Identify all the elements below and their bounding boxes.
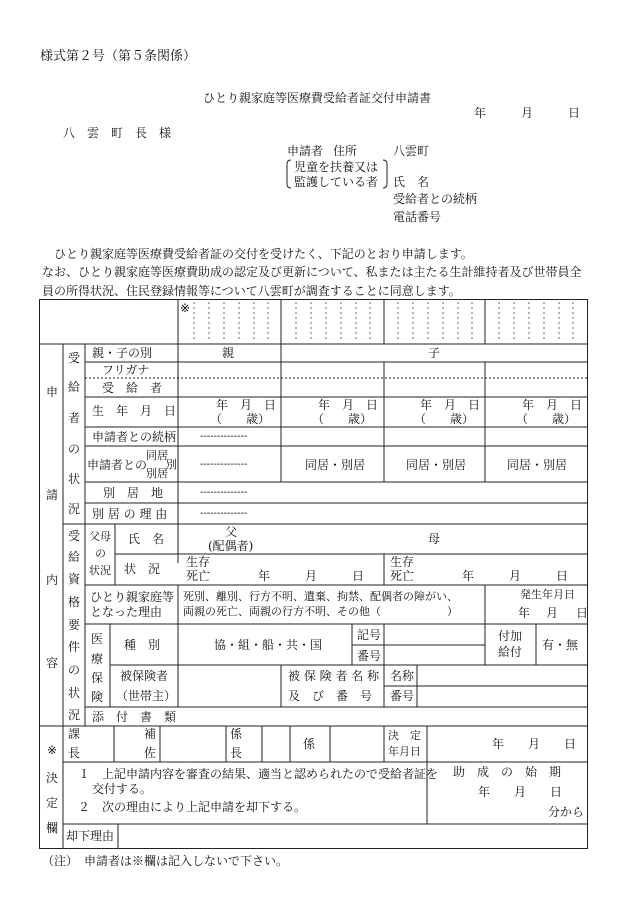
hassei-label: 発生年月日 bbox=[520, 588, 575, 601]
fubo-label-3: 状況 bbox=[89, 564, 111, 577]
father-year: 年 bbox=[258, 569, 271, 583]
father-month: 月 bbox=[305, 569, 318, 583]
hihokensha-label-2: （世帯主） bbox=[116, 689, 177, 703]
doukyo-dash: -------------- bbox=[200, 459, 248, 470]
hassei-month: 月 bbox=[546, 606, 559, 620]
date-day-label: 日 bbox=[568, 106, 581, 120]
birth-age-2: （ 歳） bbox=[312, 412, 373, 426]
birth-ymd-1: 年 月 日 bbox=[216, 398, 277, 412]
umu-options: 有・無 bbox=[542, 638, 579, 652]
doukyo-option-2: 同居・別居 bbox=[406, 458, 467, 472]
birth-ymd-3: 年 月 日 bbox=[420, 398, 481, 412]
fubo-label-1: 父母 bbox=[89, 530, 111, 543]
meisho-label: 名称 bbox=[390, 669, 415, 683]
kettei-date-label-2: 年月日 bbox=[388, 745, 421, 758]
tenpu-label: 添 付 書 類 bbox=[92, 710, 177, 724]
start-ym: 年 月 日 bbox=[478, 785, 563, 799]
kakari-label: 係 bbox=[303, 737, 316, 751]
side-nai: 内 bbox=[45, 573, 58, 587]
form-number: 様式第２号（第５条関係） bbox=[40, 49, 197, 64]
side-jou: 状 bbox=[67, 472, 80, 486]
kacho-2: 長 bbox=[68, 746, 81, 760]
side-no: の bbox=[67, 442, 80, 456]
side-ryou: 療 bbox=[90, 652, 103, 666]
side-kyu: 給 bbox=[67, 380, 80, 394]
mother-alive: 生存 bbox=[390, 555, 415, 569]
side-q-kyou: 況 bbox=[67, 708, 80, 722]
birth-age-4: （ 歳） bbox=[516, 412, 577, 426]
kigo-label: 記号 bbox=[357, 628, 382, 642]
decision-item-1b: 交付する。 bbox=[92, 782, 153, 796]
kacho-1: 課 bbox=[68, 727, 81, 741]
phone-label: 電話番号 bbox=[393, 210, 442, 224]
side-q-no: の bbox=[67, 663, 80, 677]
side-q-ken: 件 bbox=[67, 640, 80, 654]
intro-line-2: なお、ひとり親家庭等医療費助成の認定及び更新について、私または主たる生計維持者及び世帯員全 bbox=[42, 265, 582, 279]
side-tei: 定 bbox=[45, 796, 58, 810]
kakaricho-2: 長 bbox=[230, 746, 243, 760]
shimei-label: 氏 名 bbox=[128, 532, 165, 546]
father-day: 日 bbox=[352, 569, 365, 583]
date-month-label: 月 bbox=[521, 106, 534, 120]
doukyo-bottom: 別居 bbox=[146, 467, 168, 480]
start-label: 助 成 の 始 期 bbox=[453, 765, 562, 779]
mother-day: 日 bbox=[556, 569, 569, 583]
decision-item-1a: １ 上記申請内容を審査の結果、適当と認められたので受給者証を bbox=[78, 767, 439, 781]
relation-row-label: 申請者との続柄 bbox=[92, 430, 177, 444]
footnote: （注） 申請者は※欄は記入しないで下さい。 bbox=[42, 854, 289, 868]
kakaricho-1: 係 bbox=[230, 727, 243, 741]
reason-text-2: 両親の死亡、両親の行方不明、その他（ ） bbox=[183, 605, 458, 618]
date-year-label: 年 bbox=[474, 106, 487, 120]
shubetsu-label: 種 別 bbox=[124, 638, 161, 652]
side-ran: 欄 bbox=[45, 821, 58, 835]
side-q-you: 要 bbox=[67, 618, 80, 632]
address-label: 住所 bbox=[333, 144, 358, 158]
furigana-label: フリガナ bbox=[102, 363, 150, 377]
hosa-2: 佐 bbox=[144, 746, 157, 760]
mother-year: 年 bbox=[462, 569, 475, 583]
side-i: 医 bbox=[90, 632, 103, 646]
name-label: 氏 名 bbox=[393, 175, 430, 189]
doukyo-sep: 別 bbox=[166, 458, 177, 471]
side-q-kaku: 格 bbox=[67, 595, 80, 609]
side-sha: 者 bbox=[67, 411, 80, 425]
fubo-label-2: の bbox=[95, 547, 106, 560]
decision-item-2: ２ 次の理由により上記申請を却下する。 bbox=[78, 800, 307, 814]
reason-label-1: ひとり親家庭等 bbox=[90, 590, 175, 604]
fuka-label-2: 給付 bbox=[498, 645, 523, 659]
hassei-day: 日 bbox=[576, 606, 589, 620]
birth-label: 生 年 月 日 bbox=[92, 404, 177, 418]
start-from: 分から bbox=[548, 805, 585, 819]
birth-ymd-4: 年 月 日 bbox=[522, 398, 583, 412]
bekkyochi-label: 別 居 地 bbox=[103, 486, 164, 500]
relation-label: 受給者との続柄 bbox=[393, 192, 478, 206]
guardian-line2: 監護している者 bbox=[294, 175, 379, 189]
side-k-mark: ※ bbox=[46, 743, 58, 757]
side-you: 容 bbox=[45, 656, 58, 670]
bekkyo-reason-label: 別 居 の 理 由 bbox=[92, 507, 168, 521]
hihoken-name-label-1: 被 保 険 者 名 称 bbox=[288, 669, 380, 683]
side-sei: 請 bbox=[45, 488, 58, 502]
jokyo-label: 状 況 bbox=[124, 562, 161, 576]
mother-dead: 死亡 bbox=[390, 569, 415, 583]
doukyo-prefix: 申請者との bbox=[87, 458, 148, 472]
intro-line-3: 員の所得状況、住民登録情報等について八雲町が調査することに同意します。 bbox=[42, 284, 461, 298]
intro-line-1: ひとり親家庭等医療費受給者証の交付を受けたく、下記のとおり申請します。 bbox=[54, 247, 473, 261]
office-use-mark: ※ bbox=[180, 301, 191, 315]
father-label: 父 bbox=[225, 525, 238, 539]
mother-month: 月 bbox=[509, 569, 522, 583]
kyakka-label: 却下理由 bbox=[66, 829, 115, 843]
kettei-date-value: 年 月 日 bbox=[492, 737, 577, 751]
side-ken: 険 bbox=[90, 690, 103, 704]
birth-age-3: （ 歳） bbox=[414, 412, 475, 426]
form-title: ひとり親家庭等医療費受給者証交付申請書 bbox=[203, 91, 432, 105]
insurance-type-options: 協・組・船・共・国 bbox=[214, 638, 323, 652]
bekkyochi-dash: -------------- bbox=[200, 487, 248, 498]
kettei-date-label-1: 決 定 bbox=[388, 729, 421, 742]
side-shin: 申 bbox=[45, 385, 58, 399]
spouse-label: (配偶者) bbox=[208, 539, 254, 553]
relation-dash: -------------- bbox=[200, 431, 248, 442]
fuka-label-1: 付加 bbox=[498, 629, 523, 643]
reason-text-1: 死別、離別、行方不明、遺棄、拘禁、配偶者の障がい、 bbox=[183, 590, 458, 603]
side-q-jou: 状 bbox=[67, 686, 80, 700]
side-q-ju: 受 bbox=[67, 529, 80, 543]
hassei-year: 年 bbox=[518, 606, 531, 620]
bango-label-2: 番号 bbox=[390, 689, 415, 703]
bango-label: 番号 bbox=[357, 649, 382, 663]
reason-label-2: となった理由 bbox=[90, 605, 163, 619]
birth-ymd-2: 年 月 日 bbox=[318, 398, 379, 412]
hihoken-name-label-2: 及 び 番 号 bbox=[288, 689, 373, 703]
father-dead: 死亡 bbox=[186, 569, 211, 583]
oya-header: 親 bbox=[222, 346, 235, 360]
doukyo-option-3: 同居・別居 bbox=[507, 458, 568, 472]
hosa-1: 補 bbox=[144, 727, 157, 741]
oyako-label: 親・子の別 bbox=[92, 346, 153, 360]
side-kyou: 況 bbox=[67, 502, 80, 516]
side-ketsu: 決 bbox=[45, 771, 58, 785]
ko-header: 子 bbox=[428, 346, 441, 360]
jukyusha-label: 受 給 者 bbox=[102, 381, 163, 395]
side-ho: 保 bbox=[90, 671, 103, 685]
doukyo-top: 同居 bbox=[146, 449, 168, 462]
address-value: 八雲町 bbox=[393, 144, 430, 158]
hihokensha-label-1: 被保険者 bbox=[120, 669, 169, 683]
bekkyo-reason-dash: -------------- bbox=[200, 508, 248, 519]
guardian-line1: 児童を扶養又は bbox=[294, 160, 379, 174]
applicant-label: 申請者 bbox=[287, 144, 324, 158]
side-q-kyu: 給 bbox=[67, 550, 80, 564]
doukyo-option-1: 同居・別居 bbox=[305, 458, 366, 472]
addressee: 八 雲 町 長 様 bbox=[63, 126, 172, 140]
father-alive: 生存 bbox=[186, 555, 211, 569]
side-q-shi: 資 bbox=[67, 572, 80, 586]
mother-label: 母 bbox=[428, 532, 441, 546]
birth-age-1: （ 歳） bbox=[210, 412, 271, 426]
side-ju: 受 bbox=[67, 351, 80, 365]
